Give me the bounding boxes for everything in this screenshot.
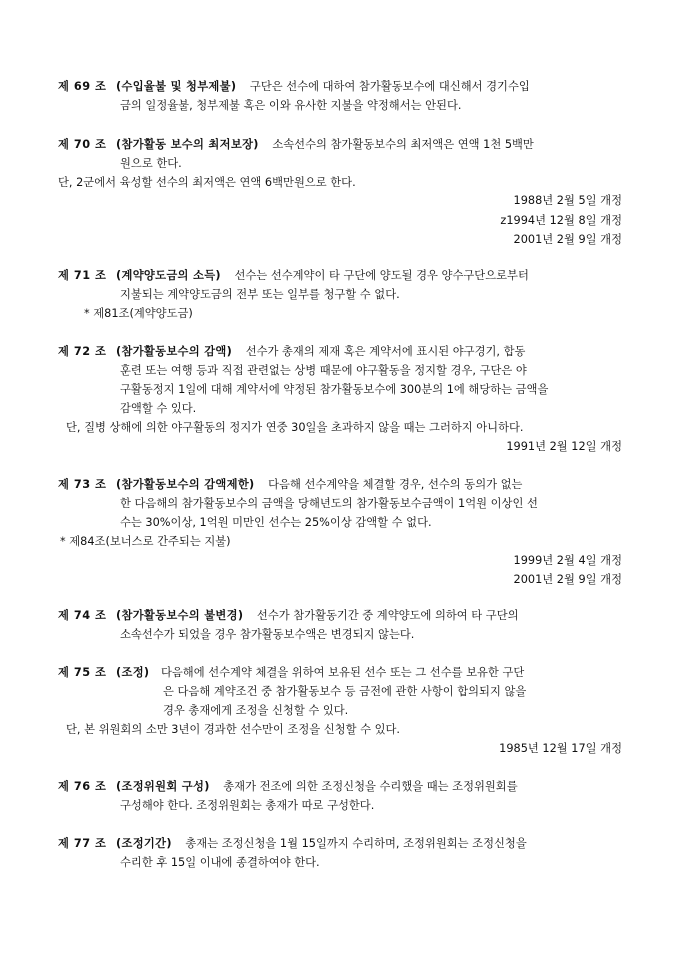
- amendment-date: 1991년 2월 12일 개정: [506, 440, 622, 453]
- article-note: 단, 2군에서 육성할 선수의 최저액은 연액 6백만원으로 한다.: [58, 176, 356, 189]
- article-first-line: [58, 665, 524, 681]
- article-text-line: 금의 일정율불, 청부제불 혹은 이와 유사한 지불을 약정해서는 안된다.: [120, 99, 462, 112]
- article-first-line: [58, 836, 527, 852]
- article-text-line: 소속선수가 되었을 경우 참가활동보수액은 변경되지 않는다.: [120, 628, 415, 641]
- article-number: 제 70 조: [58, 138, 107, 151]
- article-text: 총재가 전조에 의한 조정신청을 수리했을 때는 조정위원회를: [223, 780, 518, 793]
- article-number: 제 71 조: [58, 269, 107, 282]
- article-number: 제 72 조: [58, 345, 107, 358]
- article-title: (조정): [116, 666, 150, 679]
- article-title: (계약양도금의 소득): [116, 269, 221, 282]
- article-number: 제 74 조: [58, 609, 107, 622]
- article-number: 제 75 조: [58, 666, 107, 679]
- article-first-line: [58, 137, 534, 153]
- article-text: 다음해에 선수계약 체결을 위하여 보유된 선수 또는 그 선수를 보유한 구단: [160, 666, 525, 679]
- article-text-line: 은 다음해 계약조건 중 참가활동보수 등 금전에 관한 사항이 합의되지 않을: [163, 685, 527, 698]
- article-number: 제 77 조: [58, 837, 107, 850]
- article-number: 제 69 조: [58, 80, 107, 93]
- article-reference-note: * 제81조(계약양도금): [84, 307, 193, 320]
- article-first-line: [58, 608, 519, 624]
- article-text-line: 수는 30%이상, 1억원 미만인 선수는 25%이상 감액할 수 없다.: [120, 516, 432, 529]
- article-text: 총재는 조정신청을 1월 15일까지 수리하며, 조정위원회는 조정신청을: [185, 837, 527, 850]
- article-text-line: 구성해야 한다. 조정위원회는 총재가 따로 구성한다.: [120, 799, 375, 812]
- article-title: (수입율불 및 청부제불): [116, 80, 237, 93]
- article-text-line: 훈련 또는 여행 등과 직접 관련없는 상병 때문에 야구활동을 정지할 경우, 구단은 야: [120, 364, 527, 377]
- amendment-date: 2001년 2월 9일 개정: [513, 233, 622, 246]
- article-text-line: 구활동정지 1일에 대해 계약서에 약정된 참가활동보수에 300분의 1에 해당하는 금액을: [120, 383, 549, 396]
- article-title: (참가활동보수의 감액제한): [116, 478, 255, 491]
- article-title: (참가활동보수의 불변경): [116, 609, 244, 622]
- article-text-line: 한 다음해의 참가활동보수의 금액을 당해년도의 참가활동보수금액이 1억원 이상인 선: [120, 497, 538, 510]
- article-first-line: [58, 344, 525, 360]
- article-first-line: [58, 79, 530, 95]
- article-number: 제 73 조: [58, 478, 107, 491]
- article-text: 선수는 선수계약이 타 구단에 양도될 경우 양수구단으로부터: [234, 269, 529, 282]
- article-first-line: [58, 779, 518, 795]
- article-title: (참가활동보수의 감액): [116, 345, 233, 358]
- article-first-line: [58, 477, 522, 493]
- article-text: 다음해 선수계약을 체결할 경우, 선수의 동의가 없는: [268, 478, 523, 491]
- amendment-date: 1999년 2월 4일 개정: [513, 554, 622, 567]
- article-title: (조정위원회 구성): [116, 780, 210, 793]
- article-text: 선수가 총재의 제재 혹은 계약서에 표시된 야구경기, 합동: [245, 345, 526, 358]
- article-title: (참가활동 보수의 최저보장): [116, 138, 259, 151]
- amendment-date: 1988년 2월 5일 개정: [513, 194, 622, 207]
- article-text: 소속선수의 참가활동보수의 최저액은 연액 1천 5백만: [272, 138, 534, 151]
- article-number: 제 76 조: [58, 780, 107, 793]
- article-text-line: 지불되는 계약양도금의 전부 또는 일부를 청구할 수 없다.: [120, 288, 400, 301]
- article-text: 구단은 선수에 대하여 참가활동보수에 대신해서 경기수입: [249, 80, 530, 93]
- article-text-line: 수리한 후 15일 이내에 종결하여야 한다.: [120, 856, 320, 869]
- article-text-line: 원으로 한다.: [120, 157, 182, 170]
- article-reference-note: * 제84조(보너스로 간주되는 지불): [60, 535, 231, 548]
- article-first-line: [58, 268, 529, 284]
- article-title: (조정기간): [116, 837, 172, 850]
- amendment-date: 1985년 12월 17일 개정: [499, 742, 622, 755]
- article-text-line: 감액할 수 있다.: [120, 402, 197, 415]
- amendment-date: 2001년 2월 9일 개정: [513, 573, 622, 586]
- amendment-date: z1994년 12월 8일 개정: [500, 214, 622, 227]
- article-note: 단, 본 위원회의 소만 3년이 경과한 선수만이 조정을 신청할 수 있다.: [66, 723, 401, 736]
- article-text-line: 경우 총재에게 조정을 신청할 수 있다.: [163, 704, 349, 717]
- article-text: 선수가 참가활동기간 중 계약양도에 의하여 타 구단의: [256, 609, 519, 622]
- article-note: 단, 질병 상해에 의한 야구활동의 정지가 연중 30일을 초과하지 않을 때는 그러하지 아니하다.: [66, 421, 524, 434]
